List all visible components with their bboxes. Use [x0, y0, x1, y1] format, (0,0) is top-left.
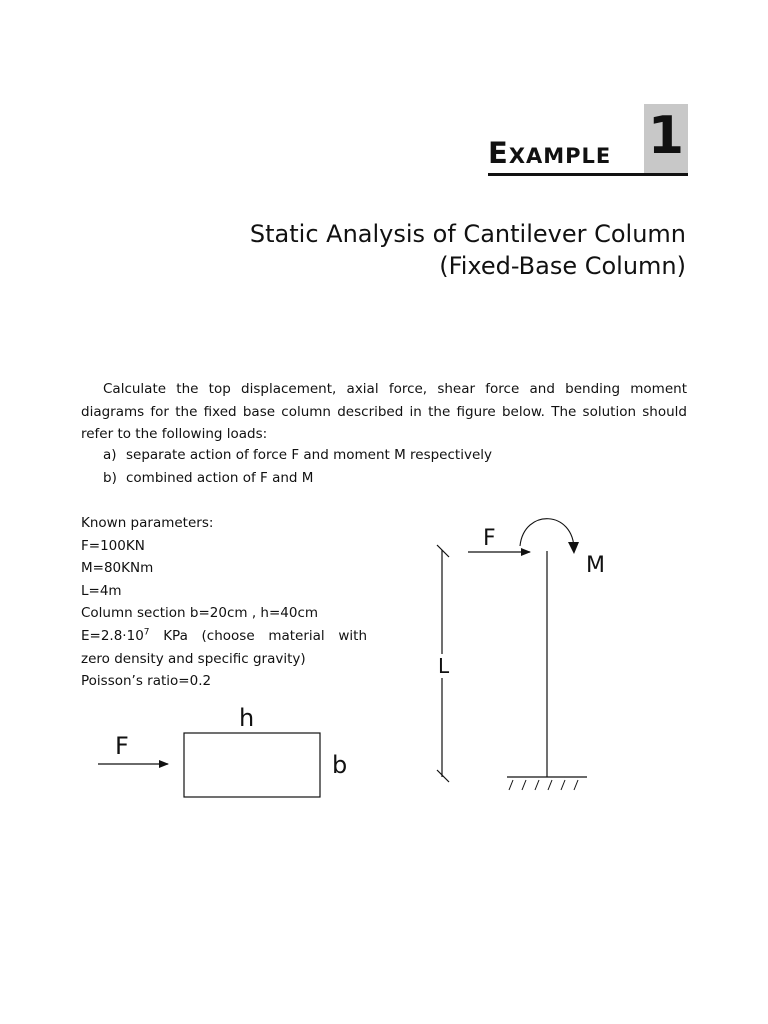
section-force-label: F — [115, 732, 129, 760]
title-line-2: (Fixed-Base Column) — [439, 252, 686, 280]
hatch-line — [535, 780, 539, 790]
column-diagram — [437, 519, 605, 790]
section-rectangle — [184, 733, 320, 797]
moment-arc — [520, 519, 574, 550]
params-heading: Known parameters: — [81, 515, 214, 531]
param-modulus-unit: KPa (choose material with — [149, 627, 367, 644]
list-item-text: combined action of F and M — [126, 469, 314, 486]
dimension-tick-top — [437, 545, 449, 557]
hatch-line — [548, 780, 552, 790]
param-modulus-base: E=2.8·10 — [81, 627, 144, 644]
cross-section-diagram — [98, 704, 347, 797]
hatch-line — [522, 780, 526, 790]
column-length-label: L — [438, 654, 450, 678]
section-h-label: h — [239, 704, 255, 732]
param-moment: M=80KNm — [81, 560, 154, 577]
param-modulus-note: zero density and specific gravity) — [81, 650, 306, 667]
example-number: 1 — [647, 106, 685, 166]
param-modulus-exponent: 7 — [143, 627, 150, 638]
column-force-label: F — [483, 526, 496, 551]
param-force: F=100KN — [81, 537, 145, 554]
column-moment-label: M — [586, 553, 605, 578]
list-item-text: separate action of force F and moment M respectively — [126, 447, 492, 463]
hatch-line — [509, 780, 513, 790]
hatch-line — [561, 780, 565, 790]
param-length: L=4m — [81, 582, 122, 599]
param-section: Column section b=20cm , h=40cm — [81, 605, 319, 622]
moment-arrowhead — [568, 542, 579, 554]
title-line-1: Static Analysis of Cantilever Column — [249, 220, 686, 248]
hatch-line — [574, 780, 578, 790]
intro-paragraph: Calculate the top displacement, axial force, shear force and bending moment diagrams for the fixed base column described in the figure below. The solution should refer to the following loads: — [81, 381, 687, 443]
list-item-mark: b) — [103, 469, 117, 486]
dimension-tick-bottom — [437, 770, 449, 782]
section-b-label: b — [332, 751, 348, 779]
example-label-rest: XAMPLE — [508, 144, 612, 168]
support-hatching — [509, 780, 578, 790]
list-item-mark: a) — [103, 447, 117, 463]
param-poisson: Poisson’s ratio=0.2 — [81, 673, 212, 690]
example-label-initial: E — [488, 136, 509, 170]
